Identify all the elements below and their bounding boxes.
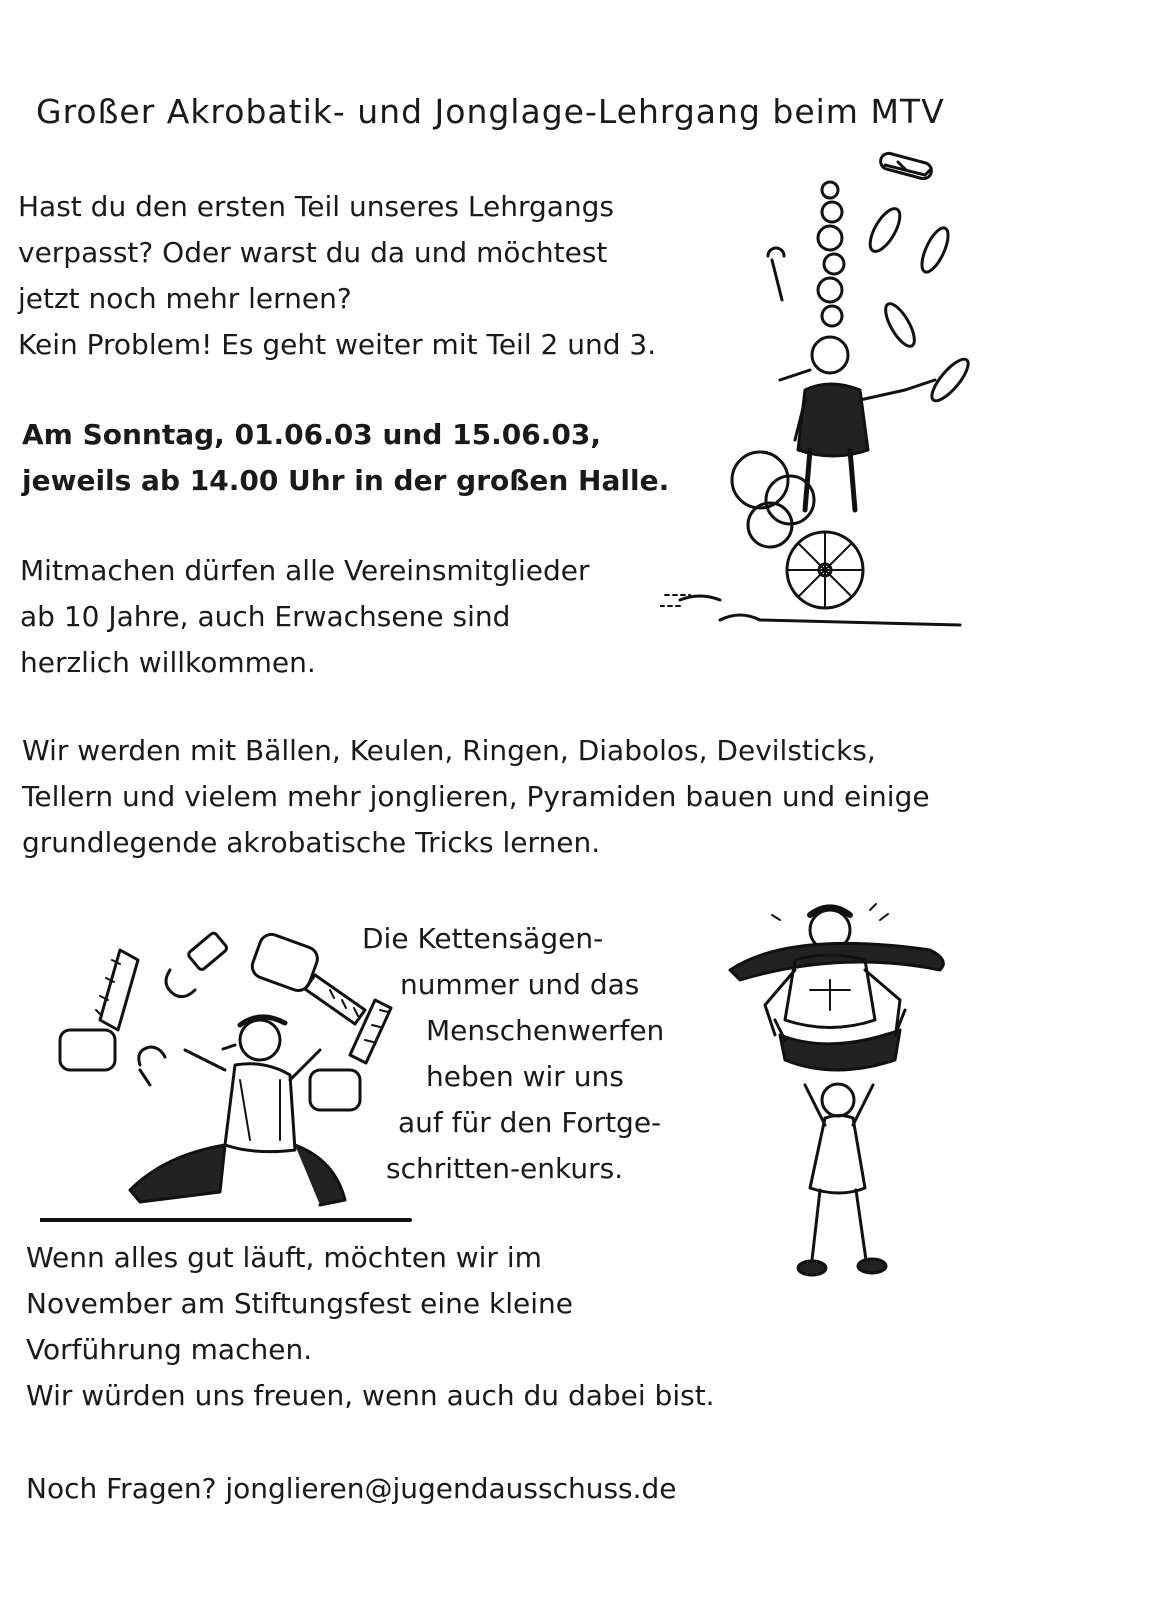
outlook-paragraph xyxy=(26,1235,715,1419)
flyer-title: Großer Akrobatik- und Jonglage-Lehrgang beim MTV xyxy=(36,92,945,131)
activities-line: Wir werden mit Bällen, Keulen, Ringen, Diabolos, Devilsticks, xyxy=(22,734,876,767)
human-throwing-illustration xyxy=(720,900,980,1290)
intro-paragraph xyxy=(18,184,656,368)
advanced-course-line: Menschenwerfen xyxy=(426,1014,665,1047)
advanced-course-line: heben wir uns xyxy=(426,1060,624,1093)
chainsaw-icon xyxy=(166,932,228,997)
ring-stack-icon xyxy=(768,182,844,326)
outlook-line: Wir würden uns freuen, wenn auch du dabei bist. xyxy=(26,1379,715,1412)
outlook-line: November am Stiftungsfest eine kleine xyxy=(26,1287,574,1320)
chainsaw-juggler-illustration xyxy=(40,920,420,1230)
advanced-course-line: schritten-enkurs. xyxy=(386,1152,624,1185)
participants-paragraph xyxy=(20,548,590,686)
activities-line: grundlegende akrobatische Tricks lernen. xyxy=(22,826,601,859)
intro-line: verpasst? Oder warst du da und möchtest xyxy=(18,236,608,269)
chainsaw-icon xyxy=(310,1000,391,1110)
chainsaw-icon xyxy=(60,950,138,1070)
activities-line: Tellern und vielem mehr jonglieren, Pyramiden bauen und einige xyxy=(22,780,930,813)
participants-line: ab 10 Jahre, auch Erwachsene sind xyxy=(20,600,511,633)
intro-line: Kein Problem! Es geht weiter mit Teil 2 und 3. xyxy=(18,328,657,361)
outlook-line: Vorführung machen. xyxy=(26,1333,313,1366)
strongman-cape xyxy=(730,943,943,980)
juggler-torso xyxy=(798,384,868,456)
outlook-line: Wenn alles gut läuft, möchten wir im xyxy=(26,1241,542,1274)
chainsaw-icon xyxy=(249,931,365,1024)
acrobat-head xyxy=(822,1084,854,1116)
contact-text: Noch Fragen? jonglieren@jugendausschuss.de xyxy=(26,1472,677,1505)
participants-line: herzlich willkommen. xyxy=(20,646,316,679)
dates-line: jeweils ab 14.00 Uhr in der großen Halle. xyxy=(22,464,670,497)
advanced-course-line: nummer und das xyxy=(400,968,640,1001)
participants-line: Mitmachen dürfen alle Vereinsmitglieder xyxy=(20,554,590,587)
activities-paragraph xyxy=(22,728,930,866)
juggler-head xyxy=(240,1020,280,1060)
dates-line: Am Sonntag, 01.06.03 und 15.06.03, xyxy=(22,418,601,451)
intro-line: jetzt noch mehr lernen? xyxy=(18,282,352,315)
advanced-course-line: auf für den Fortge- xyxy=(398,1106,662,1139)
contact-line xyxy=(26,1466,677,1512)
juggling-clubs-icon xyxy=(864,152,973,406)
juggler-head xyxy=(812,337,848,373)
dates-paragraph xyxy=(22,412,669,504)
advanced-course-line: Die Kettensägen- xyxy=(362,922,604,955)
intro-line: Hast du den ersten Teil unseres Lehrgangs xyxy=(18,190,615,223)
unicycle-juggler-illustration xyxy=(660,150,980,650)
